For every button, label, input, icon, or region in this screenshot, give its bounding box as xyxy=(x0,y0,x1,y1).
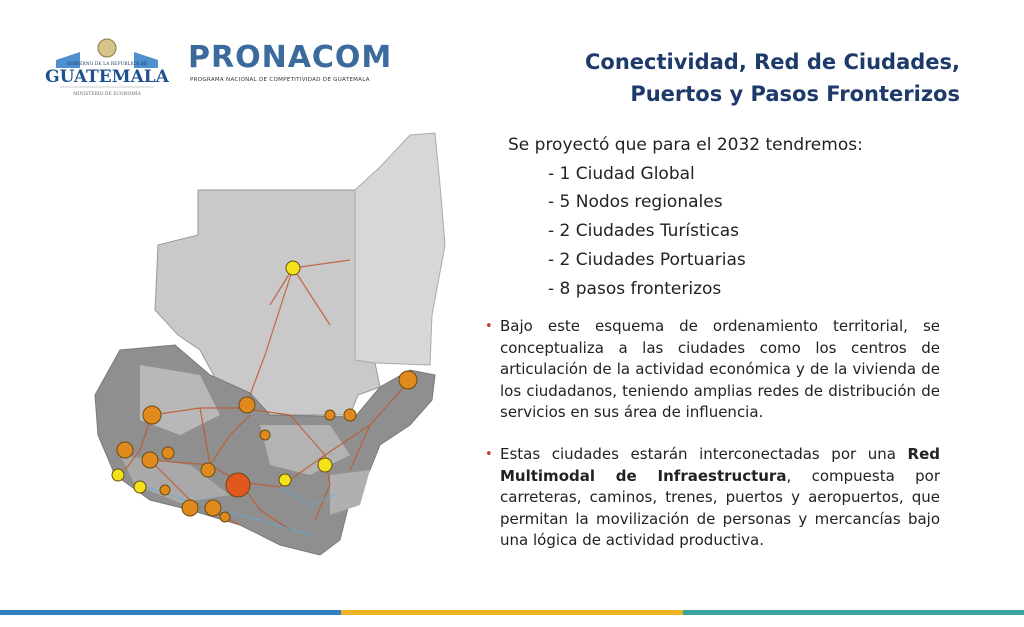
footer-bar-teal xyxy=(683,610,1024,615)
projection-intro: Se proyectó que para el 2032 tendremos: xyxy=(508,135,863,155)
pronacom-logo-name: PRONACOM xyxy=(188,40,393,75)
guatemala-government-logo xyxy=(45,38,169,100)
bullet-text-before: Estas ciudades estarán interconectadas por una xyxy=(500,444,908,463)
footer-bar-yellow xyxy=(341,610,682,615)
guatemala-logo-ministry: MINISTERIO DE ECONOMÍA xyxy=(73,92,141,97)
footer-bar-blue xyxy=(0,610,341,615)
title-line-1: Conectividad, Red de Ciudades, xyxy=(585,50,960,74)
bullet-marker-icon: • xyxy=(485,319,493,334)
bullet-text: Bajo este esquema de ordenamiento territorial, se conceptualiza a las ciudades como los centros de articulación de la actividad económica y de la vivienda de los ciudadanos, teniendo amplias redes de distribución de servicios en sus área de influencia. xyxy=(500,317,940,422)
slide-title xyxy=(540,46,960,110)
projection-item-regional-nodes: - 5 Nodos regionales xyxy=(548,192,723,213)
bullet-territorial-scheme xyxy=(484,316,940,424)
bullet-text-after: , compuesta por carreteras, caminos, trenes, puertos y aeropuertos, que permitan la movilización de personas y mercancías bajo una lógica de actividad productiva. xyxy=(500,466,940,550)
projection-item-port-cities: - 2 Ciudades Portuarias xyxy=(548,249,746,270)
projection-item-border-crossings: - 8 pasos fronterizos xyxy=(548,278,722,299)
projection-block xyxy=(508,131,948,303)
guatemala-cities-network-map xyxy=(80,125,465,565)
bullet-multimodal-network xyxy=(484,444,940,552)
guatemala-logo-name: GUATEMALA xyxy=(45,67,169,87)
title-line-2: Puertos y Pasos Fronterizos xyxy=(630,82,960,106)
footer-color-bar xyxy=(0,610,1024,615)
bullet-marker-icon: • xyxy=(485,446,493,462)
guatemala-logo-small-text: GOBIERNO DE LA REPÚBLICA DE xyxy=(66,62,148,67)
projection-item-global-city: - 1 Ciudad Global xyxy=(548,163,695,184)
pronacom-logo-subtitle: PROGRAMA NACIONAL DE COMPETITIVIDAD DE GUATEMALA xyxy=(190,77,370,83)
bullet-list xyxy=(484,316,940,552)
pronacom-logo xyxy=(188,40,393,92)
projection-item-tourist-cities: - 2 Ciudades Turísticas xyxy=(548,221,740,242)
bullet-text-bold: Red Multimodal de Infraestructura xyxy=(500,444,940,485)
